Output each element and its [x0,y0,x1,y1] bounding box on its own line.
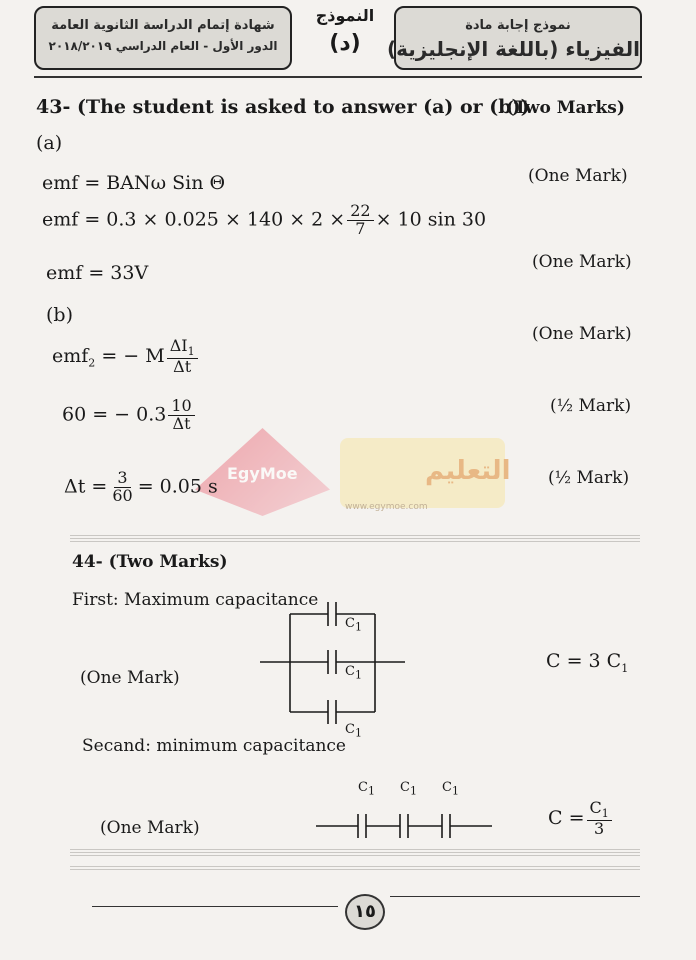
q44-first-label: First: Maximum capacitance [72,590,319,610]
series-cap-label-3: $C_1$ [442,780,459,798]
cap-label-top: $C_1$ [345,616,362,634]
header-divider [34,76,642,78]
q43-part-b: (b) [46,304,73,326]
eq2-pre: emf = 0.3 × 0.025 × 140 × 2 × [42,208,346,231]
q43-marks: (Two Marks) [506,98,625,118]
max-capacitance-result: C = 3 $C_1$ [546,650,629,675]
page-number: ١٥ [345,894,385,930]
series-capacitors-diagram [316,808,496,844]
eq-emf-result-mark: (One Mark) [532,252,632,272]
eq6-fraction: $\frac{3}{60}$ [112,468,133,505]
watermark-logo-text: التعليم [425,456,511,486]
eq2-post: × 10 sin 30 [375,208,487,231]
footer-divider-top [70,848,640,856]
eq-emf2-mark: (One Mark) [532,324,632,344]
footer-line-right [390,896,640,897]
eq-delta-t: Δt = $\frac{3}{60}$ = 0.05 s [64,468,218,505]
subject-name: الفيزياء (باللغة الإنجليزية) [386,37,640,61]
watermark-logo [195,428,511,520]
eq-emf-substitution [42,203,486,238]
q44-heading: 44- (Two Marks) [72,552,228,572]
eq-sixty: 60 = − 0.3 $\frac{10}{\Delta t}$ [62,398,197,433]
series-cap-label-2: $C_1$ [400,780,417,798]
min-capacitance-result: C = $\frac{C_1}{3}$ [548,800,614,838]
eq4-fraction: $\frac{\Delta I_1}{\Delta t}$ [167,338,198,376]
q43-heading: 43- (The student is asked to answer (a) or (b)) [36,96,530,118]
eq5-fraction: $\frac{10}{\Delta t}$ [168,398,194,433]
header-left-box [34,6,292,70]
footer-line-left [92,906,338,907]
q43-part-a: (a) [36,132,63,154]
cap-label-middle: $C_1$ [345,664,362,682]
model-label [305,6,385,56]
eq2-fraction: $\frac{22}{7}$ [347,203,373,238]
footer-divider-bottom [70,864,640,870]
eq-emf-formula: emf = BANω Sin Θ [42,172,226,194]
watermark-book-text: EgyMoe [227,464,298,483]
cap-label-bottom: $C_1$ [345,722,362,740]
eq-emf2: emf$_2$ = − M $\frac{\Delta I_1}{\Delta t}$ [52,338,200,376]
eq-emf-formula-mark: (One Mark) [528,166,628,186]
section-divider [70,534,640,542]
model-code: (د) [329,31,361,56]
answer-model-label: نموذج إجابة مادة [465,18,571,33]
model-title: النموذج [315,6,375,25]
header-right-box [386,6,642,70]
q44-first-mark: (One Mark) [80,668,180,688]
q44-second-label: Secand: minimum capacitance [82,736,346,756]
eq-sixty-mark: (½ Mark) [550,396,632,416]
watermark-url: www.egymoe.com [345,502,428,512]
parallel-capacitors-diagram [260,594,410,734]
exam-session: الدور الأول - العام الدراسي ٢٠١٨/٢٠١٩ [48,39,278,53]
series-cap-label-1: $C_1$ [358,780,375,798]
eq-emf-result: emf = 33V [46,262,149,284]
q44-second-mark: (One Mark) [100,818,200,838]
exam-title: شهادة إتمام الدراسة الثانوية العامة [51,18,275,33]
eq-delta-t-mark: (½ Mark) [548,468,630,488]
